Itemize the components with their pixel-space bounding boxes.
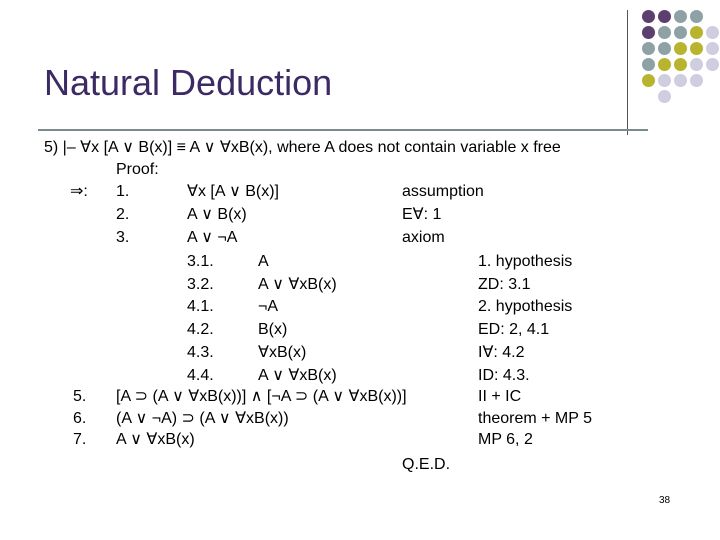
direction-label: ⇒: xyxy=(70,183,88,200)
substep-formula: ¬A xyxy=(258,298,279,315)
decorative-dot xyxy=(658,74,671,87)
step-number: 7. xyxy=(73,431,87,448)
substep-number: 4.4. xyxy=(187,367,214,384)
decorative-dot xyxy=(658,58,671,71)
step-formula: A ∨ ∀xB(x) xyxy=(116,431,195,448)
step-number: 2. xyxy=(116,206,130,223)
step-reason: II + IC xyxy=(478,388,522,405)
substep-reason: 1. hypothesis xyxy=(478,253,573,270)
step-number: 5. xyxy=(73,388,87,405)
substep-formula: A ∨ ∀xB(x) xyxy=(258,367,337,384)
substep-reason: I∀: 4.2 xyxy=(478,344,525,361)
decorative-dot xyxy=(690,26,703,39)
decorative-dot xyxy=(706,42,719,55)
decorative-dot xyxy=(706,26,719,39)
decorative-dot xyxy=(642,10,655,23)
title-underline xyxy=(38,129,648,131)
substep-number: 4.2. xyxy=(187,321,214,338)
decorative-dot xyxy=(642,74,655,87)
decorative-dot xyxy=(658,10,671,23)
decorative-dot xyxy=(690,10,703,23)
step-formula: (A ∨ ¬A) ⊃ (A ∨ ∀xB(x)) xyxy=(116,410,289,427)
decorative-dot xyxy=(674,58,687,71)
decorative-dot xyxy=(690,58,703,71)
substep-formula: B(x) xyxy=(258,321,288,338)
problem-statement: 5) |– ∀x [A ∨ B(x)] ≡ A ∨ ∀xB(x), where A does not contain variable x free xyxy=(44,139,561,156)
decorative-dot xyxy=(674,26,687,39)
decorative-dot xyxy=(642,58,655,71)
decorative-dot xyxy=(674,42,687,55)
decorative-dot xyxy=(642,26,655,39)
step-reason: assumption xyxy=(402,183,484,200)
decorative-dot xyxy=(690,42,703,55)
decorative-dot xyxy=(658,42,671,55)
decorative-dot xyxy=(642,42,655,55)
step-reason: E∀: 1 xyxy=(402,206,442,223)
substep-formula: A ∨ ∀xB(x) xyxy=(258,276,337,293)
slide-title: Natural Deduction xyxy=(44,62,333,103)
decorative-dot xyxy=(674,74,687,87)
decorative-dot xyxy=(674,10,687,23)
substep-formula: ∀xB(x) xyxy=(258,344,307,361)
substep-number: 3.2. xyxy=(187,276,214,293)
substep-reason: ID: 4.3. xyxy=(478,367,530,384)
decorative-dot xyxy=(658,90,671,103)
decorative-dot-grid xyxy=(642,10,720,120)
substep-number: 4.3. xyxy=(187,344,214,361)
page-number: 38 xyxy=(659,495,671,506)
step-reason: axiom xyxy=(402,229,445,246)
decorative-dot xyxy=(706,58,719,71)
substep-reason: ED: 2, 4.1 xyxy=(478,321,550,338)
step-formula: ∀x [A ∨ B(x)] xyxy=(187,183,279,200)
step-reason: theorem + MP 5 xyxy=(478,410,592,427)
step-formula: A ∨ B(x) xyxy=(187,206,247,223)
proof-label: Proof: xyxy=(116,161,159,178)
step-formula: A ∨ ¬A xyxy=(187,229,238,246)
step-reason: MP 6, 2 xyxy=(478,431,533,448)
step-formula: [A ⊃ (A ∨ ∀xB(x))] ∧ [¬A ⊃ (A ∨ ∀xB(x))] xyxy=(116,388,407,405)
decorative-dot xyxy=(658,26,671,39)
substep-number: 3.1. xyxy=(187,253,214,270)
vertical-divider xyxy=(627,10,628,135)
step-number: 3. xyxy=(116,229,130,246)
step-number: 6. xyxy=(73,410,87,427)
qed-label: Q.E.D. xyxy=(402,456,451,473)
substep-reason: ZD: 3.1 xyxy=(478,276,531,293)
decorative-dot xyxy=(690,74,703,87)
substep-reason: 2. hypothesis xyxy=(478,298,573,315)
substep-number: 4.1. xyxy=(187,298,214,315)
substep-formula: A xyxy=(258,253,269,270)
step-number: 1. xyxy=(116,183,130,200)
